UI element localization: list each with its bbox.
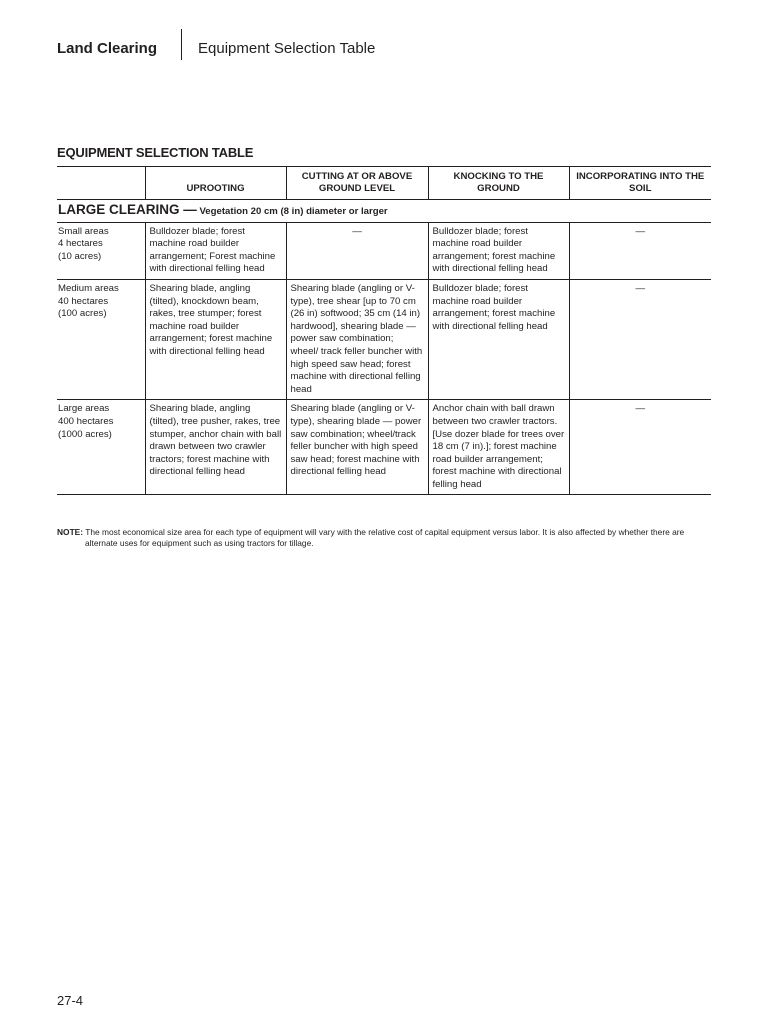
area-cell (57, 279, 145, 399)
header-divider (181, 29, 182, 60)
cutting-cell: — (286, 222, 428, 279)
area-name: Medium areas (58, 282, 119, 294)
area-hectares: 400 hectares (58, 415, 114, 427)
group-heading-row (57, 200, 711, 223)
area-cell (57, 400, 145, 495)
uprooting-cell: Bulldozer blade; forest machine road builder arrangement; Forest machine with directional felling head (145, 222, 286, 279)
area-acres: (100 acres) (58, 308, 107, 320)
area-hectares: 4 hectares (58, 238, 103, 250)
page-number: 27-4 (57, 993, 84, 1008)
table-note (57, 527, 713, 549)
incorporating-cell: — (569, 400, 711, 495)
group-subtitle: Vegetation 20 cm (8 in) diameter or larger (199, 206, 388, 217)
uprooting-cell: Shearing blade, angling (tilted), knockdown beam, rakes, tree stumper; forest machine road builder arrangement; forest machine with directional felling head (145, 279, 286, 399)
table-title: EQUIPMENT SELECTION TABLE (57, 145, 254, 160)
area-acres: (10 acres) (58, 250, 102, 262)
area-acres: (1000 acres) (58, 428, 112, 440)
table-row (57, 400, 711, 495)
column-header-knocking: KNOCKING TO THE GROUND (428, 167, 569, 200)
area-hectares: 40 hectares (58, 295, 109, 307)
column-header-cutting: CUTTING AT OR ABOVE GROUND LEVEL (286, 167, 428, 200)
header-section-title: Land Clearing (57, 40, 158, 57)
table-row (57, 279, 711, 399)
incorporating-cell: — (569, 279, 711, 399)
cutting-cell: Shearing blade (angling or V-type), tree shear [up to 70 cm (26 in) softwood; 35 cm (14 in) hardwood], shearing blade — power saw combination; wheel/ track feller buncher with high speed saw head; forest machine with directional felling head (286, 279, 428, 399)
knocking-cell: Bulldozer blade; forest machine road builder arrangement; forest machine with directional felling head (428, 279, 569, 399)
group-title: LARGE CLEARING — (58, 202, 197, 217)
column-header-incorporating: INCORPORATING INTO THE SOIL (569, 167, 711, 200)
column-header-area (57, 167, 145, 200)
equipment-selection-table (57, 166, 711, 495)
uprooting-cell: Shearing blade, angling (tilted), tree pusher, rakes, tree stumper, anchor chain with ball drawn between two crawler tractors; forest machine with directional felling head (145, 400, 286, 495)
note-label: NOTE: (57, 527, 84, 537)
note-text: The most economical size area for each type of equipment will vary with the relative cost of capital equipment versus labor. It is also affected by whether there are alternate uses for equipment such as using tractors for tillage. (85, 527, 685, 548)
area-cell (57, 222, 145, 279)
cutting-cell: Shearing blade (angling or V-type), shearing blade — power saw combination; wheel/track feller buncher with high speed saw head; forest machine with directional felling head (286, 400, 428, 495)
incorporating-cell: — (569, 222, 711, 279)
group-heading (57, 200, 711, 223)
table-header-row (57, 167, 711, 200)
header-subtitle: Equipment Selection Table (198, 40, 376, 57)
area-name: Small areas (58, 225, 109, 237)
column-header-uprooting: UPROOTING (145, 167, 286, 200)
knocking-cell: Bulldozer blade; forest machine road builder arrangement; forest machine with directional felling head (428, 222, 569, 279)
table-row (57, 222, 711, 279)
knocking-cell: Anchor chain with ball drawn between two crawler tractors. [Use dozer blade for trees over 18 cm (7 in).]; forest machine road builder arrangement; forest machine with directional felling head (428, 400, 569, 495)
area-name: Large areas (58, 403, 110, 415)
